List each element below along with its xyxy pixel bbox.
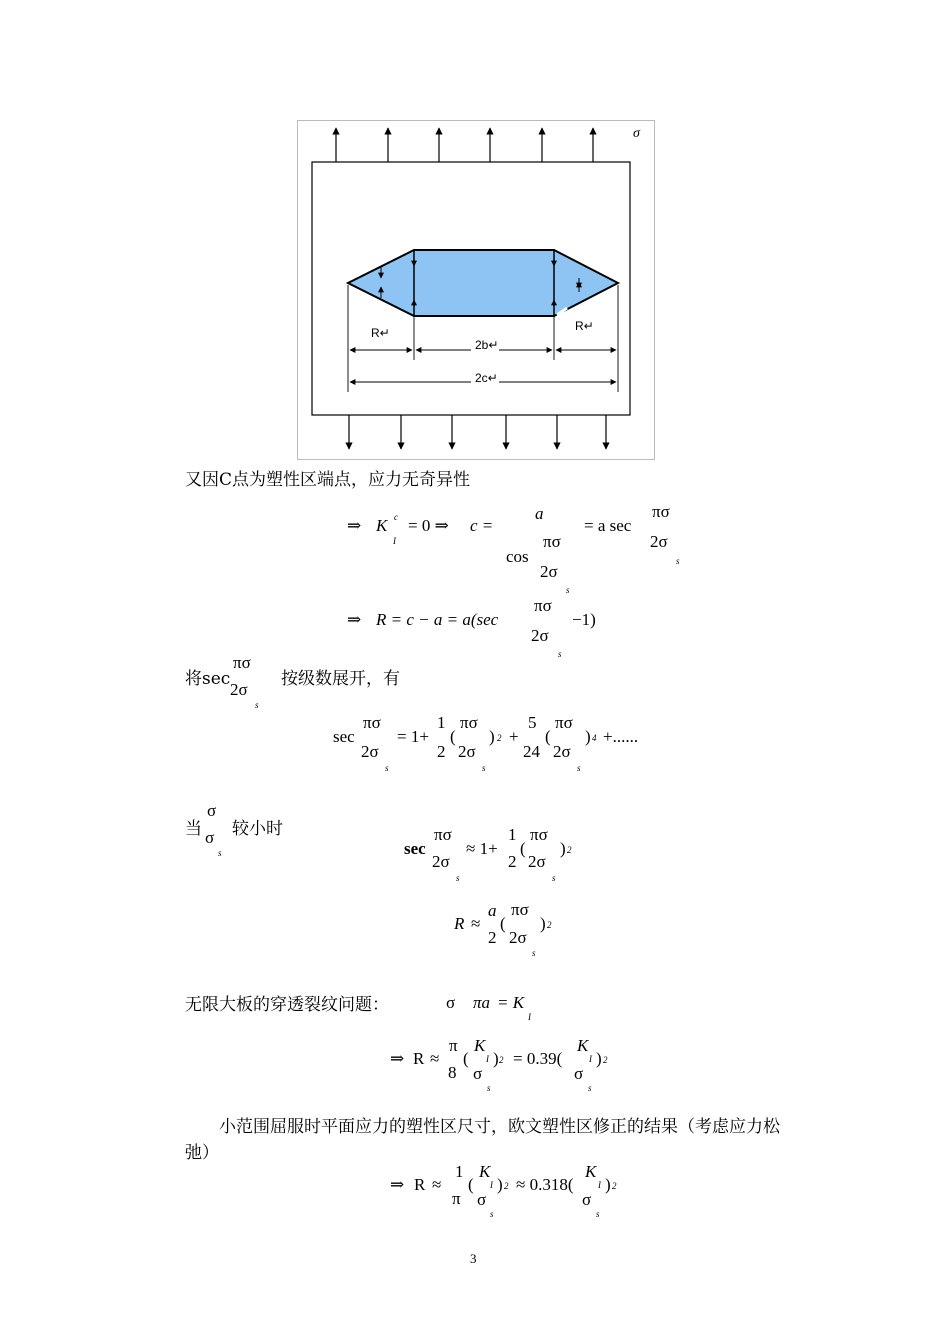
dim-2c: 2c↵ — [475, 371, 498, 385]
irwin-correction-paragraph-line1: 小范围屈服时平面应力的塑性区尺寸，欧文塑性区修正的结果（考虑应力松 — [219, 1117, 780, 1137]
page-number: 3 — [470, 1251, 477, 1266]
dim-2b: 2b↵ — [475, 338, 499, 352]
bottom-stress-arrows — [349, 415, 606, 449]
top-stress-arrows — [336, 128, 593, 162]
dim-R-left: R↵ — [371, 326, 390, 340]
plastic-zone-diagram — [297, 120, 655, 460]
intro-sentence: 又因C点为塑性区端点，应力无奇异性 — [185, 470, 471, 490]
sigma-label: σ — [633, 126, 640, 141]
implies-symbol: ⇒ — [347, 516, 362, 535]
irwin-correction-paragraph-line2: 弛） — [185, 1143, 219, 1163]
dim-R-right: R↵ — [575, 319, 594, 333]
